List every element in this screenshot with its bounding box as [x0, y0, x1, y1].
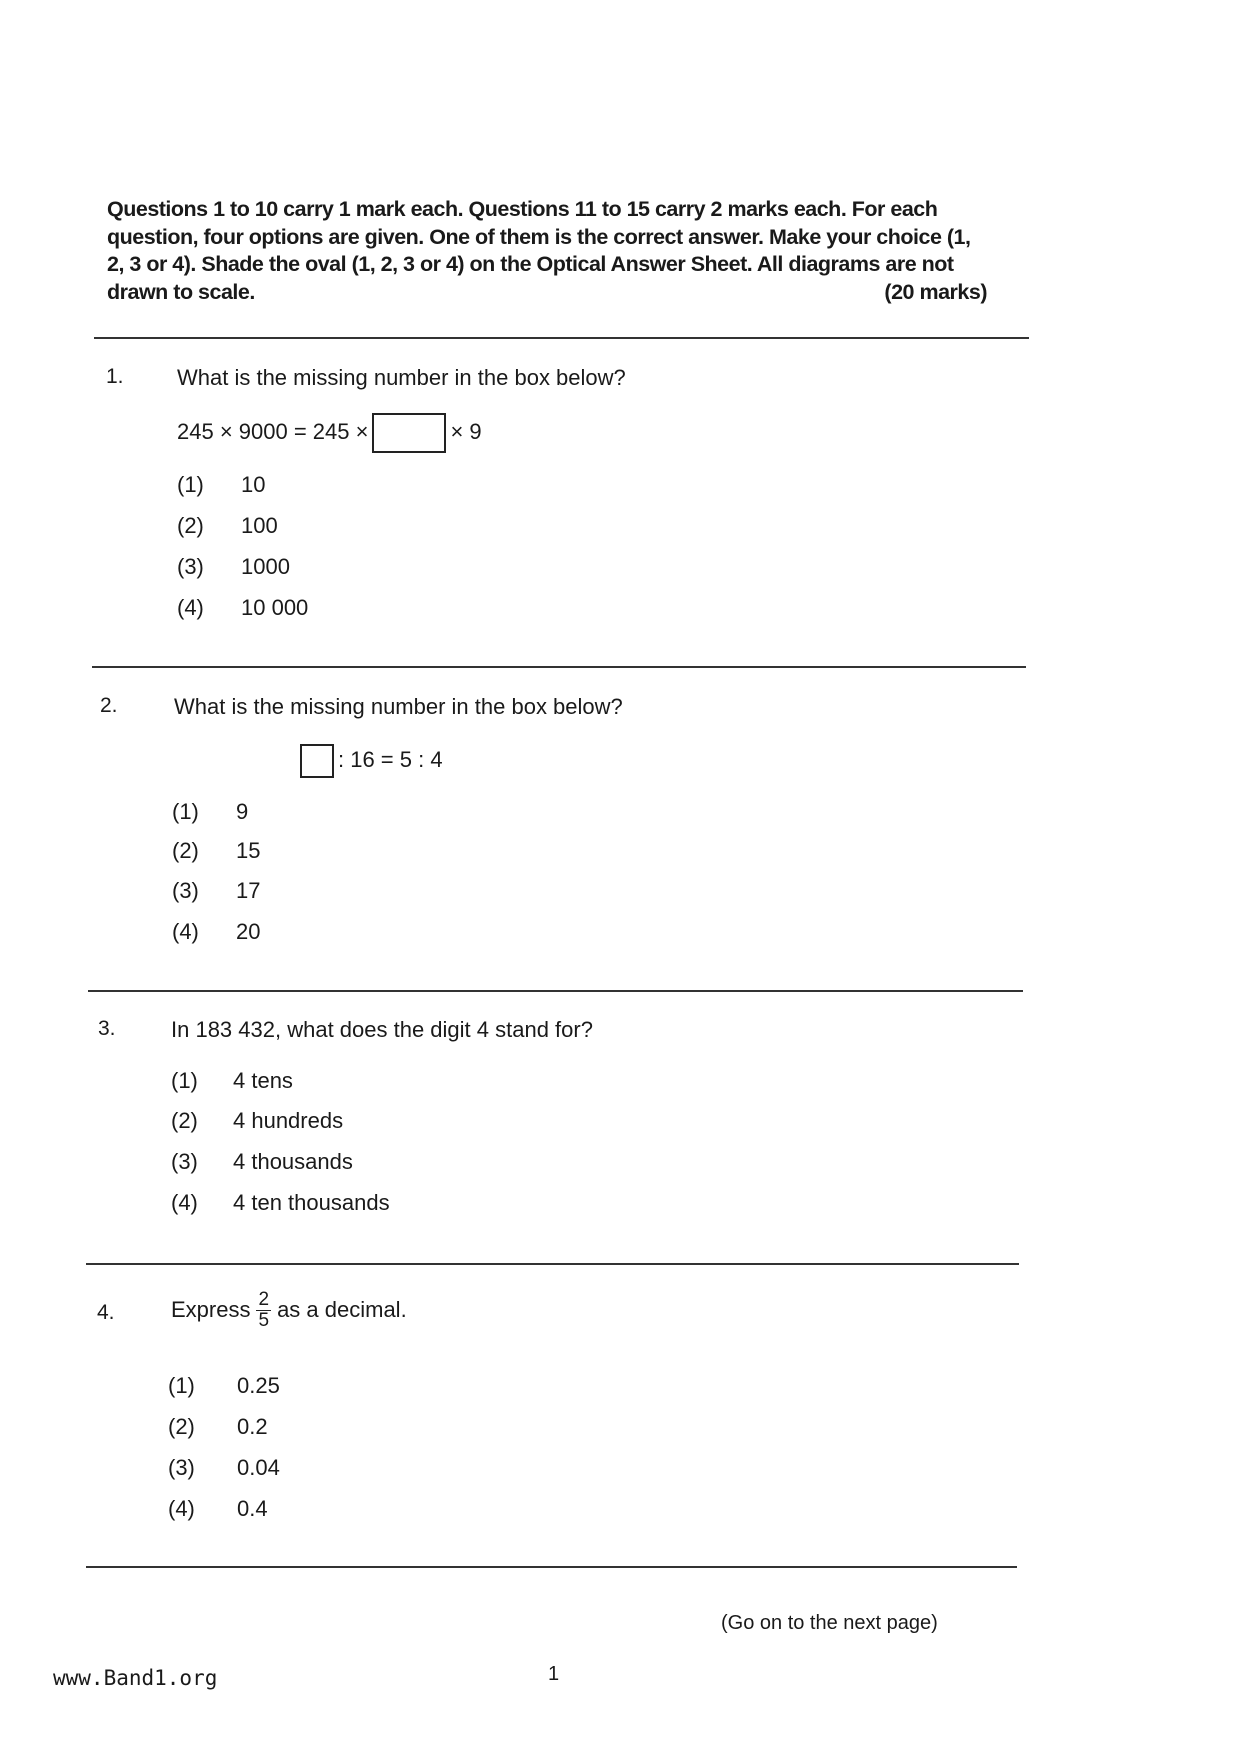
page-number: 1	[548, 1663, 560, 1685]
divider	[86, 1263, 1019, 1265]
option-label: (1)	[168, 1373, 195, 1398]
option-label: (2)	[177, 513, 204, 538]
question-number: 4.	[97, 1301, 115, 1324]
option-label: (3)	[171, 1149, 198, 1174]
divider	[88, 990, 1023, 992]
equation	[296, 744, 443, 778]
question-text: What is the missing number in the box below?	[174, 694, 623, 719]
fraction-numerator: 2	[258, 1288, 270, 1310]
option-label: (2)	[168, 1414, 195, 1439]
question-text-before: Express	[171, 1297, 251, 1322]
option-value: 4 tens	[233, 1068, 293, 1093]
option-value: 0.25	[237, 1373, 280, 1398]
option-value: 1000	[241, 554, 290, 579]
equation-right: × 9	[450, 418, 482, 444]
option-label: (1)	[171, 1068, 198, 1093]
option-label: (2)	[172, 838, 199, 863]
option-value: 4 ten thousands	[233, 1190, 390, 1215]
answer-box	[372, 413, 446, 453]
option-value: 9	[236, 799, 249, 824]
option-label: (4)	[172, 919, 199, 944]
option-label: (1)	[177, 472, 204, 497]
question-text	[171, 1285, 407, 1335]
equation-right: : 16 = 5 : 4	[338, 746, 443, 772]
option-value: 10	[241, 472, 266, 497]
question-number: 2.	[100, 694, 118, 717]
fraction-denominator: 5	[258, 1309, 270, 1331]
option-label: (3)	[177, 554, 204, 579]
option-value: 0.4	[237, 1496, 268, 1521]
option-value: 0.04	[237, 1455, 280, 1480]
option-value: 4 hundreds	[233, 1108, 344, 1133]
option-value: 100	[241, 513, 278, 538]
option-label: (2)	[171, 1108, 198, 1133]
equation-left: 245 × 9000 = 245 ×	[177, 418, 369, 444]
answer-box	[300, 744, 334, 778]
instructions	[107, 196, 987, 306]
question-text-after: as a decimal.	[277, 1297, 407, 1322]
option-value: 17	[236, 878, 261, 903]
question-text: What is the missing number in the box below?	[177, 365, 626, 390]
instructions-text: Questions 1 to 10 carry 1 mark each. Questions 11 to 15 carry 2 marks each. For each question, four options are given. One of them is the correct answer. Make your choice (1, 2, 3 or 4). Shade the oval (1, 2, 3 or 4) on the Optical Answer Sheet. All diagrams are not drawn to scale.	[107, 197, 971, 304]
option-value: 20	[236, 919, 261, 944]
option-value: 0.2	[237, 1414, 268, 1439]
divider	[94, 337, 1029, 339]
marks-total: (20 marks)	[884, 279, 987, 304]
divider	[92, 666, 1026, 668]
option-label: (1)	[172, 799, 199, 824]
footer-site: www.Band1.org	[53, 1666, 218, 1690]
option-label: (3)	[172, 878, 199, 903]
divider	[86, 1566, 1017, 1568]
equation	[177, 413, 482, 453]
option-value: 4 thousands	[233, 1149, 353, 1174]
option-value: 10 000	[241, 595, 309, 620]
question-number: 1.	[106, 365, 124, 388]
question-number: 3.	[98, 1017, 116, 1040]
option-label: (4)	[168, 1496, 195, 1521]
next-page-note: (Go on to the next page)	[721, 1612, 938, 1634]
option-value: 15	[236, 838, 261, 863]
option-label: (4)	[171, 1190, 198, 1215]
option-label: (3)	[168, 1455, 195, 1480]
option-label: (4)	[177, 595, 204, 620]
question-text: In 183 432, what does the digit 4 stand for?	[171, 1017, 593, 1042]
fraction	[256, 1290, 271, 1331]
